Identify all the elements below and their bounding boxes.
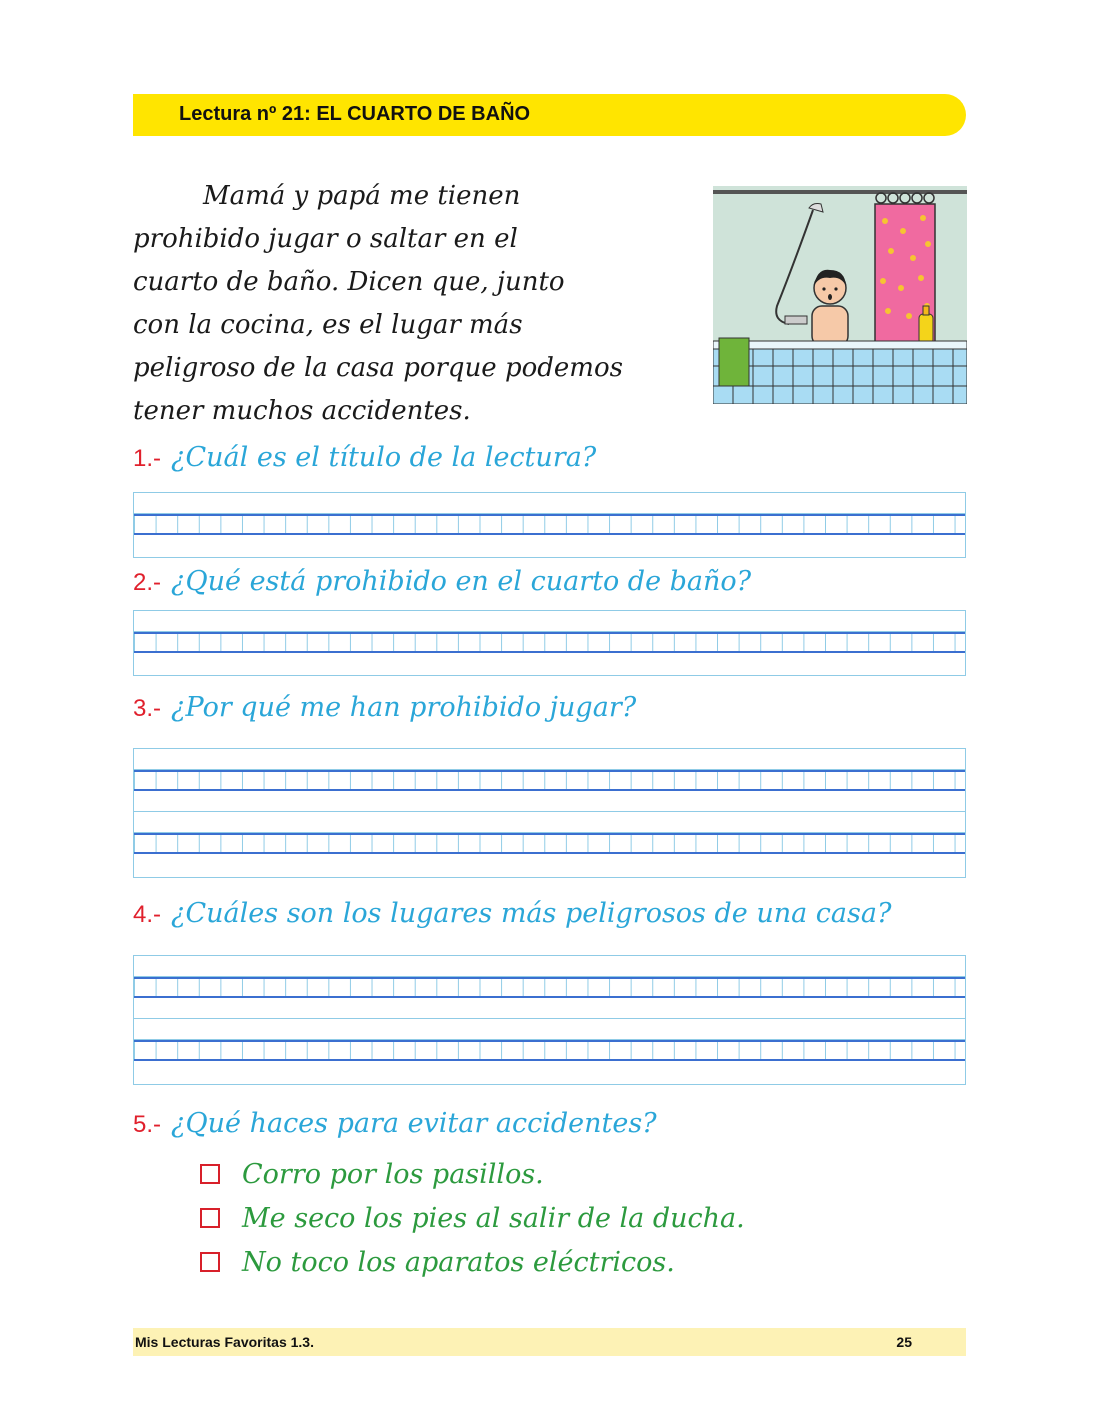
reading-line: con la cocina, es el lugar más — [133, 310, 523, 340]
reading-line: prohibido jugar o saltar en el — [133, 224, 518, 254]
reading-line: tener muchos accidentes. — [133, 396, 471, 426]
option-label: Me seco los pies al salir de la ducha. — [242, 1202, 745, 1234]
title-bar — [133, 94, 966, 136]
option-item[interactable] — [200, 1152, 745, 1196]
question-number: 1.- — [133, 445, 162, 472]
question-number: 4.- — [133, 901, 162, 928]
answer-line — [134, 611, 965, 632]
answer-line — [134, 514, 965, 535]
question-4 — [133, 898, 891, 929]
question-number: 5.- — [133, 1111, 162, 1138]
page-title: Lectura nº 21: EL CUARTO DE BAÑO — [179, 103, 531, 125]
options-list — [200, 1152, 745, 1284]
question-2 — [133, 566, 751, 597]
question-number: 2.- — [133, 569, 162, 596]
answer-line — [134, 812, 965, 833]
answer-line — [134, 770, 965, 791]
reading-line: Mamá y papá me tienen — [203, 181, 521, 211]
answer-line — [134, 535, 965, 556]
answer-box-4[interactable] — [133, 955, 966, 1085]
answer-line — [134, 977, 965, 998]
answer-line — [134, 493, 965, 514]
bathroom-illustration — [713, 186, 967, 404]
reading-line: cuarto de baño. Dicen que, junto — [133, 267, 565, 297]
question-3 — [133, 692, 636, 723]
answer-box-1[interactable] — [133, 492, 966, 558]
option-item[interactable] — [200, 1240, 745, 1284]
option-label: No toco los aparatos eléctricos. — [242, 1246, 675, 1278]
checkbox[interactable] — [200, 1252, 220, 1272]
reading-line: peligroso de la casa porque podemos — [133, 353, 623, 383]
question-5 — [133, 1108, 657, 1139]
answer-line — [134, 653, 965, 674]
answer-line — [134, 854, 965, 875]
option-item[interactable] — [200, 1196, 745, 1240]
answer-line — [134, 791, 965, 812]
footer-bar — [133, 1328, 966, 1356]
question-1 — [133, 442, 596, 473]
answer-box-2[interactable] — [133, 610, 966, 676]
book-title: Mis Lecturas Favoritas 1.3. — [135, 1334, 314, 1350]
answer-line — [134, 1040, 965, 1061]
checkbox[interactable] — [200, 1164, 220, 1184]
option-label: Corro por los pasillos. — [242, 1158, 544, 1190]
answer-line — [134, 1061, 965, 1082]
question-number: 3.- — [133, 695, 162, 722]
question-text: ¿Cuáles son los lugares más peligrosos de una casa? — [171, 898, 892, 929]
question-text: ¿Qué haces para evitar accidentes? — [171, 1108, 657, 1139]
reading-text — [133, 175, 708, 433]
answer-box-3[interactable] — [133, 748, 966, 878]
answer-line — [134, 956, 965, 977]
question-text: ¿Qué está prohibido en el cuarto de baño? — [171, 566, 752, 597]
question-text: ¿Cuál es el título de la lectura? — [171, 442, 597, 473]
answer-line — [134, 632, 965, 653]
page-number: 25 — [896, 1334, 912, 1350]
answer-line — [134, 1019, 965, 1040]
question-text: ¿Por qué me han prohibido jugar? — [171, 692, 637, 723]
answer-line — [134, 998, 965, 1019]
answer-line — [134, 833, 965, 854]
answer-line — [134, 749, 965, 770]
checkbox[interactable] — [200, 1208, 220, 1228]
